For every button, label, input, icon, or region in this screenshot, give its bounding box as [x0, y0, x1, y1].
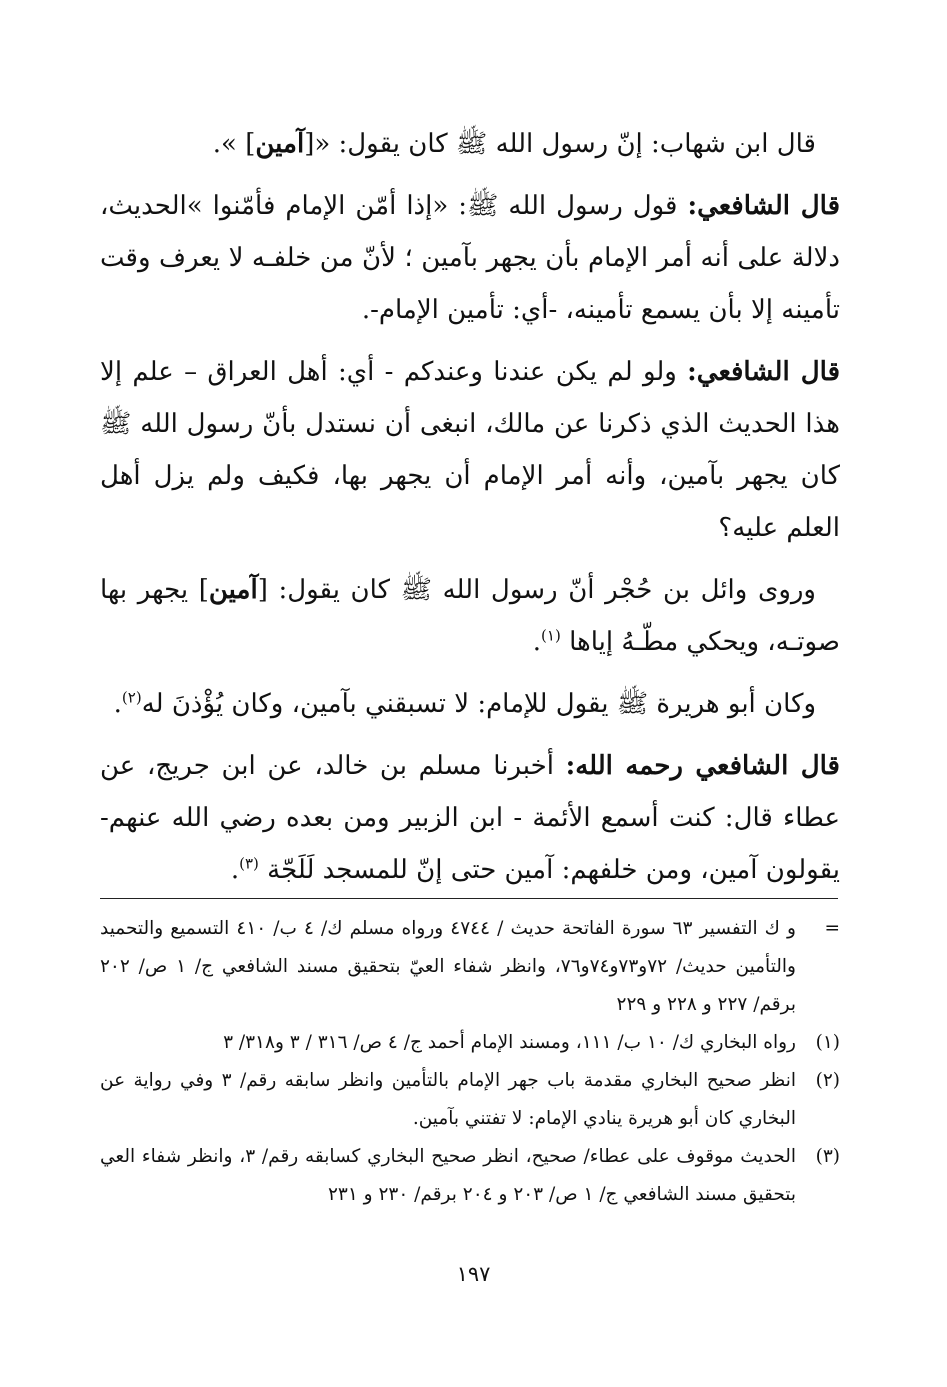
amin-bold: آمين — [208, 575, 258, 605]
paragraph-text: قول رسول الله ﷺ: «إذا أمّن الإمام فأمّنوا »الحديث، دلالة على أنه أمر الإمام بأن يجهر بآمين ؛ لأنّ من خلفـه لا يعرف وقت تأمينه إلا بأن يسمع تأمينه، -أي: تأمين الإمام-. — [100, 191, 840, 325]
footnote-number: = — [824, 918, 840, 939]
paragraph-shafii-1 — [100, 180, 840, 336]
footnote-ref-2[interactable]: (٢) — [121, 688, 142, 707]
speaker-label: قال الشافعي: — [687, 191, 841, 221]
paragraph-end: . — [532, 627, 542, 657]
footnote-text: الحديث موقوف على عطاء/ صحيح، انظر صحيح البخاري كسابقه رقم/ ٣، وانظر شفاء العي بتحقيق مسند الشافعي ج/ ١ ص/ ٢٠٣ و ٢٠٤ برقم/ ٢٣٠ و ٢٣١ — [100, 1146, 796, 1205]
footnote-number: (٣) — [815, 1146, 840, 1167]
footnote-text: رواه البخاري ك/ ١٠ ب/ ١١١، ومسند الإمام أحمد ج/ ٤ ص/ ٣١٦ / ٣ و٣١٨/ ٣ — [223, 1032, 796, 1053]
footnote-text: و ك التفسير ٦٣ سورة الفاتحة حديث / ٤٧٤٤ ورواه مسلم ك/ ٤ ب/ ٤١٠ التسميع والتحميد والتأمين حديث/ ٧٢و٧٣و٧٤و٧٦، وانظر شفاء العيّ بتحقيق مسند الشافعي ج/ ١ ص/ ٢٠٢ برقم/ ٢٢٧ و ٢٢٨ و ٢٢٩ — [100, 918, 796, 1015]
footnote-divider — [100, 898, 838, 899]
page-number: ١٩٧ — [456, 1262, 491, 1286]
paragraph-tail: ] ». — [212, 129, 256, 159]
paragraph-abu-hurayra — [100, 678, 840, 730]
paragraph-text-after: ] يجهر بها صوتـه، ويحكي مطّـهُ إياها — [100, 575, 840, 657]
amin-bold: آمين — [255, 129, 305, 159]
footnote-3 — [100, 1138, 840, 1214]
footnote-1 — [100, 1024, 840, 1062]
footnote-number: (١) — [815, 1032, 840, 1053]
paragraph-text: قال ابن شهاب: إنّ رسول الله ﷺ كان يقول: «[ — [304, 129, 816, 159]
paragraph-text: أخبرنا مسلم بن خالد، عن ابن جريج، عن عطاء قال: كنت أسمع الأئمة - ابن الزبير ومن بعده رضي الله عنهم- يقولون آمين، ومن خلفهم: آمين حتى إنّ للمسجد لَلَجّة — [100, 751, 840, 885]
paragraph-shafii-2 — [100, 346, 840, 554]
footnotes — [100, 910, 840, 1214]
speaker-label: قال الشافعي: — [687, 357, 841, 387]
footnote-continued — [100, 910, 840, 1024]
paragraph-text: وروى وائل بن حُجْر أنّ رسول الله ﷺ كان يقول: [ — [257, 575, 816, 605]
paragraph-end: . — [113, 689, 122, 719]
footnote-number: (٢) — [815, 1070, 840, 1091]
main-text — [100, 118, 840, 906]
footnote-text: انظر صحيح البخاري مقدمة باب جهر الإمام بالتأمين وانظر سابقه رقم/ ٣ وفي رواية عن البخاري كان أبو هريرة ينادي الإمام: لا تفتني بآمين. — [100, 1070, 796, 1129]
paragraph-wail — [100, 564, 840, 668]
paragraph-shafii-3 — [100, 740, 840, 896]
footnote-ref-1[interactable]: (١) — [541, 626, 561, 645]
paragraph-ibn-shihab — [100, 118, 840, 170]
footnote-ref-3[interactable]: (٣) — [239, 854, 259, 873]
paragraph-text: ولو لم يكن عندنا وعندكم - أي: أهل العراق – علم إلا هذا الحديث الذي ذكرنا عن مالك، انبغى أن نستدل بأنّ رسول الله ﷺ كان يجهر بآمين، وأنه أمر الإمام أن يجهر بها، فكيف ولم يزل أهل العلم عليه؟ — [100, 357, 840, 543]
footnote-2 — [100, 1062, 840, 1138]
paragraph-end: . — [230, 855, 240, 885]
paragraph-text: وكان أبو هريرة ﷺ يقول للإمام: لا تسبقني بآمين، وكان يُؤْذنَ له — [141, 689, 816, 719]
speaker-label: قال الشافعي رحمه الله: — [565, 751, 840, 781]
